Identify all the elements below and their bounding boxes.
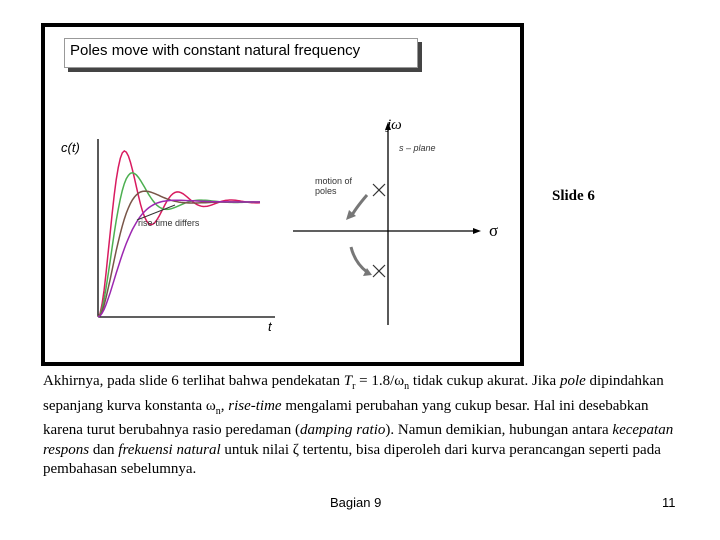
real-axis-arrow [473, 228, 481, 234]
motion-label-1: motion of [315, 176, 353, 186]
figure-frame [41, 23, 524, 366]
motion-arrow-lower [351, 247, 367, 272]
response-ylabel: c(t) [61, 140, 80, 155]
motion-arrow-upper [351, 195, 367, 217]
splane-label: s – plane [399, 143, 436, 153]
figure-title: Poles move with constant natural frequency [70, 42, 361, 59]
response-xlabel: t [268, 319, 272, 334]
rise-time-note: rise-time differs [138, 218, 200, 228]
figure-title-box [64, 38, 418, 68]
body-paragraph: Akhirnya, pada slide 6 terlihat bahwa pendekatan $T_r = 1.8/\omega_n$ tidak cukup akurat. Jika pole dipindahkan sepanjang kurva konstanta $\omega_n$, rise-time mengalami perubahan yang cukup besar. Hal ini desebabkan karena turut berubahnya rasio peredaman (damping ratio). Namun demikian, hubungan antara kecepatan respons dan frekuensi natural untuk nilai ζ tertentu, bisa diperoleh dari kurva perancangan seperti pada pembahasan sebelumnya. [43, 373, 674, 477]
figure-svg [45, 27, 520, 362]
motion-label-2: poles [315, 186, 337, 196]
sigma-label: σ [489, 221, 499, 240]
footer-section-label: Bagian 9 [330, 495, 382, 510]
jw-label: jω [387, 117, 402, 133]
slide-label: Slide 6 [552, 188, 595, 204]
pole-lower [373, 265, 385, 277]
pole-upper [373, 184, 385, 196]
figure-canvas [45, 27, 520, 362]
response-curve-2 [98, 173, 260, 317]
footer-page-number: 11 [662, 495, 676, 510]
response-curve-1 [98, 151, 260, 317]
